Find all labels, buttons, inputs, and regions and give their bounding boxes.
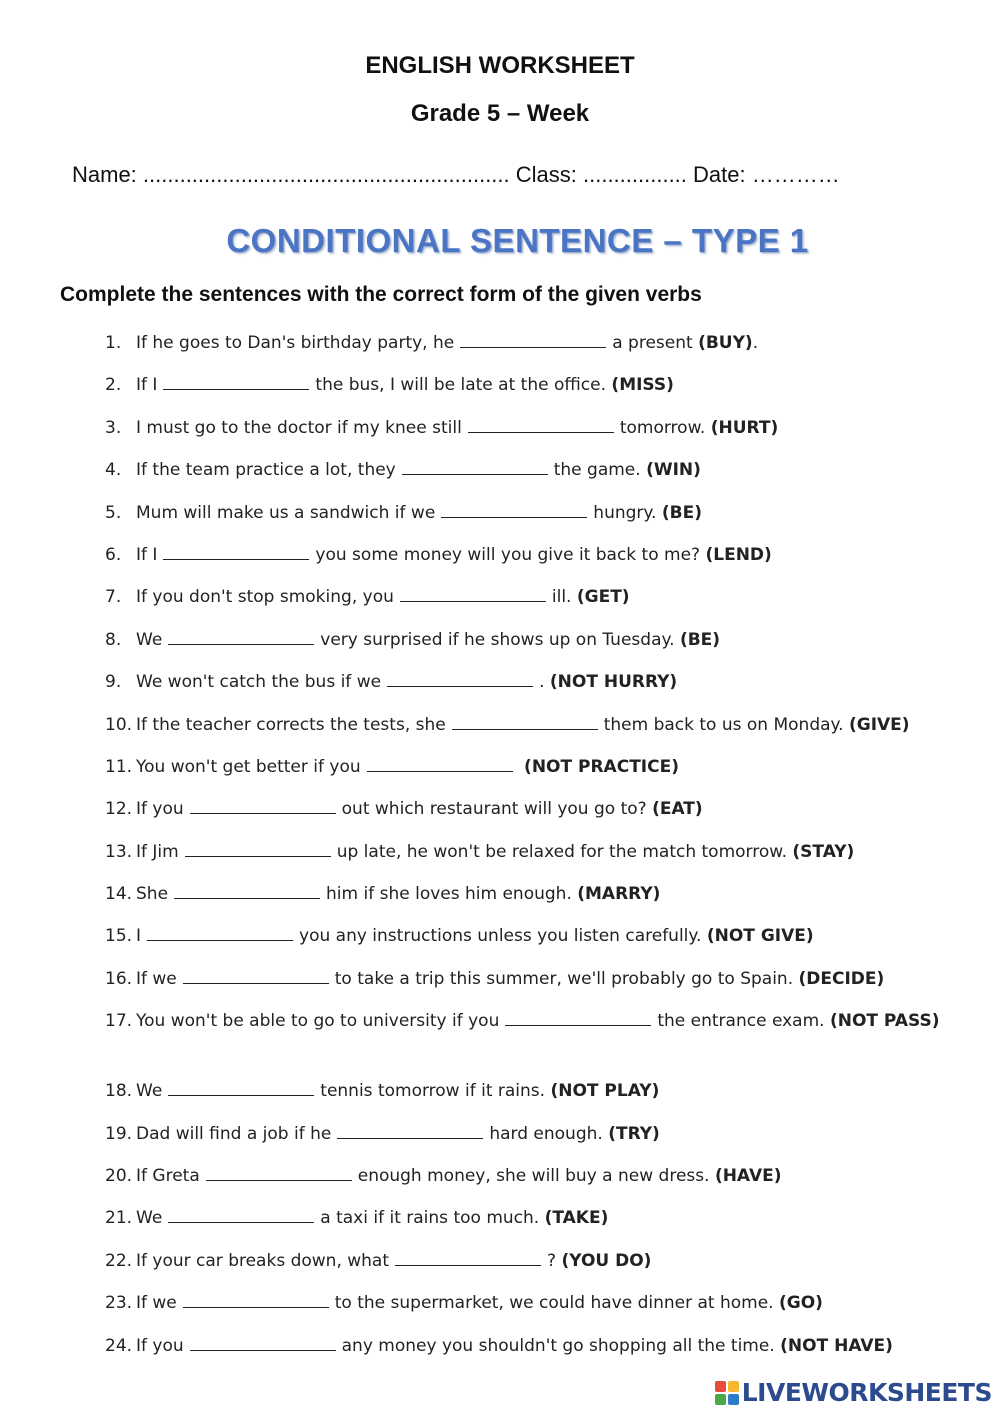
sentence-start: If we (136, 968, 177, 989)
exercise-item (105, 328, 955, 370)
worksheet-subtitle: Grade 5 – Week (410, 100, 590, 127)
answer-blank[interactable] (183, 967, 329, 984)
verb-hint: (NOT PRACTICE) (524, 756, 679, 777)
item-number: 4. (105, 460, 122, 481)
verb-hint: (EAT) (652, 799, 703, 820)
sentence-start: We (136, 1081, 163, 1102)
sentence-start: If the team practice a lot, they (136, 460, 396, 481)
answer-blank[interactable] (185, 840, 331, 857)
verb-hint: (GO) (778, 1293, 823, 1314)
item-sentence (136, 455, 955, 485)
item-sentence (136, 1006, 955, 1036)
sentence-end: to the supermarket, we could have dinner at home. (334, 1293, 774, 1314)
verb-hint: (GET) (576, 587, 630, 608)
answer-blank[interactable] (337, 1122, 483, 1139)
sentence-start: If we (136, 1293, 177, 1314)
item-number: 8. (105, 629, 122, 650)
answer-blank[interactable] (400, 585, 546, 602)
exercise-item (105, 1246, 955, 1288)
answer-blank[interactable] (168, 628, 314, 645)
student-info-line: Name: ............................................................ Class: ................. Date: ………… (72, 162, 840, 187)
exercise-item (105, 370, 955, 412)
item-sentence (136, 1203, 955, 1233)
exercise-item (105, 455, 955, 497)
verb-hint: (MISS) (611, 375, 674, 396)
sentence-start: She (136, 884, 169, 905)
item-number: 5. (105, 502, 122, 523)
answer-blank[interactable] (460, 331, 606, 348)
verb-hint: (DECIDE) (798, 968, 885, 989)
answer-blank[interactable] (163, 373, 309, 390)
answer-blank[interactable] (505, 1009, 651, 1026)
exercise-item (105, 582, 955, 624)
item-number: 14. (105, 884, 133, 905)
sentence-end: hard enough. (489, 1123, 603, 1144)
item-number: 20. (105, 1166, 133, 1187)
exercise-item (105, 837, 955, 879)
answer-blank[interactable] (183, 1291, 329, 1308)
item-number: 16. (105, 968, 133, 989)
item-number: 15. (105, 926, 133, 947)
sentence-end: hungry. (593, 502, 657, 523)
item-sentence (136, 1288, 955, 1318)
item-sentence (136, 1119, 955, 1149)
worksheet-title: ENGLISH WORKSHEET (365, 52, 635, 79)
sentence-end: tomorrow. (619, 417, 706, 438)
verb-hint: (BUY) (698, 333, 753, 353)
sentence-end: out which restaurant will you go to? (341, 799, 647, 820)
item-number: 12. (105, 799, 133, 820)
exercise-list (105, 328, 955, 1373)
item-number: 21. (105, 1208, 133, 1229)
verb-hint: (WIN) (646, 460, 701, 481)
exercise-item (105, 1119, 955, 1161)
item-sentence (136, 625, 955, 655)
item-number: 24. (105, 1335, 133, 1356)
exercise-item (105, 794, 955, 836)
sentence-start: You won't be able to go to university if you (136, 1011, 500, 1032)
item-number: 11. (105, 756, 133, 777)
sentence-end: the bus, I will be late at the office. (315, 375, 607, 396)
verb-hint: (LEND) (705, 544, 772, 565)
answer-blank[interactable] (168, 1079, 314, 1096)
verb-hint: (MARRY) (577, 884, 661, 905)
item-sentence (136, 667, 955, 697)
verb-hint: (NOT PASS) (829, 1011, 940, 1032)
answer-blank[interactable] (441, 501, 587, 518)
exercise-item (105, 752, 955, 794)
item-number: 17. (105, 1011, 133, 1032)
exercise-item (105, 921, 955, 963)
sentence-end: . (539, 672, 545, 693)
section-heading: CONDITIONAL SENTENCE – TYPE 1 (226, 222, 809, 259)
item-sentence (136, 370, 955, 400)
item-number: 23. (105, 1293, 133, 1314)
sentence-end: ill. (551, 587, 572, 608)
verb-hint: (NOT HURRY) (549, 672, 678, 693)
item-number: 2. (105, 375, 122, 396)
exercise-item (105, 1203, 955, 1245)
instruction-text: Complete the sentences with the correct form of the given verbs (60, 283, 702, 306)
answer-blank[interactable] (452, 713, 598, 730)
sentence-start: If the teacher corrects the tests, she (136, 714, 446, 735)
sentence-punctuation: . (752, 333, 759, 353)
item-sentence (136, 921, 955, 951)
sentence-end: the game. (553, 460, 641, 481)
sentence-end: you any instructions unless you listen carefully. (299, 926, 702, 947)
item-sentence (136, 328, 955, 358)
sentence-start: If I (136, 375, 158, 396)
item-number: 3. (105, 417, 122, 438)
sentence-start: I must go to the doctor if my knee still (136, 417, 462, 438)
item-number: 7. (105, 587, 122, 608)
verb-hint: (BE) (679, 629, 721, 650)
item-sentence (136, 1331, 955, 1361)
sentence-end: very surprised if he shows up on Tuesday. (320, 629, 675, 650)
sentence-end: them back to us on Monday. (603, 714, 844, 735)
exercise-item (105, 1288, 955, 1330)
sentence-start: We (136, 1208, 163, 1229)
sentence-start: You won't get better if you (136, 756, 361, 777)
verb-hint: (BE) (661, 502, 702, 523)
item-number: 18. (105, 1081, 133, 1102)
item-sentence (136, 752, 955, 782)
verb-hint: (STAY) (792, 841, 855, 862)
sentence-start: If I (136, 544, 158, 565)
sentence-start: If you (136, 799, 184, 820)
exercise-item (105, 964, 955, 1006)
item-sentence (136, 540, 955, 570)
item-sentence (136, 1161, 955, 1191)
verb-hint: (HURT) (710, 417, 779, 438)
sentence-end: him if she loves him enough. (326, 884, 572, 905)
answer-blank[interactable] (190, 1334, 336, 1351)
answer-blank[interactable] (367, 755, 513, 772)
item-number: 6. (105, 544, 122, 565)
sentence-start: I (136, 926, 142, 947)
sentence-start: If you don't stop smoking, you (136, 587, 394, 608)
sentence-start: Mum will make us a sandwich if we (136, 502, 436, 523)
exercise-item (105, 540, 955, 582)
verb-hint: (HAVE) (714, 1166, 782, 1187)
sentence-start: Dad will find a job if he (136, 1123, 332, 1144)
sentence-end: any money you shouldn't go shopping all the time. (341, 1335, 775, 1356)
exercise-item (105, 667, 955, 709)
liveworksheets-logo-text: LIVEWORKSHEETS (741, 1378, 992, 1407)
answer-blank[interactable] (206, 1164, 352, 1181)
item-sentence (136, 837, 955, 867)
sentence-end: a taxi if it rains too much. (320, 1208, 540, 1229)
sentence-start: If he goes to Dan's birthday party, he (136, 333, 455, 353)
exercise-item (105, 498, 955, 540)
answer-blank[interactable] (190, 797, 336, 814)
item-sentence (136, 710, 955, 740)
item-number: 9. (105, 672, 122, 693)
liveworksheets-logo-icon (715, 1381, 739, 1405)
sentence-start: If you (136, 1335, 184, 1356)
exercise-item (105, 1076, 955, 1118)
answer-blank[interactable] (147, 924, 293, 941)
exercise-item (105, 1006, 955, 1076)
exercise-item (105, 1331, 955, 1373)
sentence-start: We (136, 629, 163, 650)
exercise-item (105, 413, 955, 455)
liveworksheets-logo (715, 1378, 992, 1407)
item-sentence (136, 582, 955, 612)
sentence-start: If your car breaks down, what (136, 1250, 390, 1271)
sentence-start: If Jim (136, 841, 179, 862)
verb-hint: (NOT GIVE) (706, 926, 814, 947)
item-sentence (136, 1246, 955, 1276)
answer-blank[interactable] (174, 882, 320, 899)
sentence-start: If Greta (136, 1166, 200, 1187)
sentence-end: tennis tomorrow if it rains. (320, 1081, 546, 1102)
item-number: 13. (105, 841, 133, 862)
item-sentence (136, 1076, 955, 1106)
answer-blank[interactable] (395, 1249, 541, 1266)
item-number: 1. (105, 333, 122, 353)
answer-blank[interactable] (168, 1206, 314, 1223)
answer-blank[interactable] (468, 416, 614, 433)
sentence-end: enough money, she will buy a new dress. (357, 1166, 710, 1187)
item-number: 10. (105, 714, 133, 735)
item-sentence (136, 794, 955, 824)
sentence-end: you some money will you give it back to me? (315, 544, 701, 565)
verb-hint: (NOT HAVE) (780, 1335, 893, 1356)
sentence-end: up late, he won't be relaxed for the match tomorrow. (336, 841, 787, 862)
item-sentence (136, 964, 955, 994)
answer-blank[interactable] (402, 458, 548, 475)
sentence-end: to take a trip this summer, we'll probably go to Spain. (334, 968, 794, 989)
sentence-start: We won't catch the bus if we (136, 672, 382, 693)
item-sentence (136, 498, 955, 528)
exercise-item (105, 625, 955, 667)
exercise-item (105, 1161, 955, 1203)
answer-blank[interactable] (387, 670, 533, 687)
item-number: 22. (105, 1250, 133, 1271)
sentence-end: a present (612, 333, 693, 353)
verb-hint: (NOT PLAY) (550, 1081, 660, 1102)
verb-hint: (YOU DO) (561, 1250, 652, 1271)
verb-hint: (TAKE) (544, 1208, 609, 1229)
item-number: 19. (105, 1123, 133, 1144)
answer-blank[interactable] (163, 543, 309, 560)
verb-hint: (GIVE) (848, 714, 910, 735)
item-sentence (136, 413, 955, 443)
verb-hint: (TRY) (608, 1123, 660, 1144)
item-sentence (136, 879, 955, 909)
exercise-item (105, 710, 955, 752)
sentence-end: ? (547, 1250, 557, 1271)
exercise-item (105, 879, 955, 921)
sentence-end: the entrance exam. (657, 1011, 825, 1032)
